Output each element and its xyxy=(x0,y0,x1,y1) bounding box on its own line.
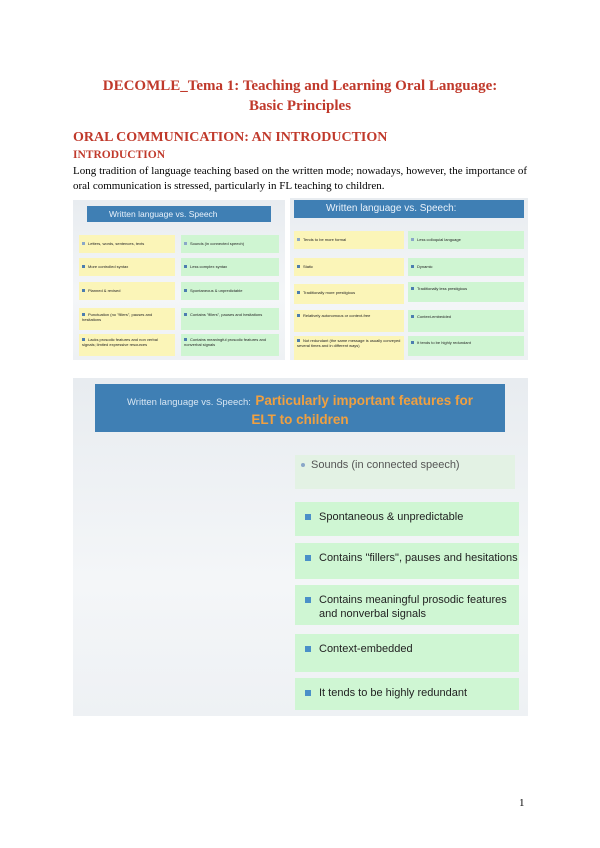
slide-title-small: Written language vs. Speech: xyxy=(127,397,251,408)
slide-right-cell: Sounds (in connected speech) xyxy=(181,235,279,253)
feature-item: Contains meaningful prosodic features and nonverbal signals xyxy=(295,585,519,625)
bullet-icon xyxy=(305,597,311,603)
slide-written-vs-speech-2 xyxy=(290,198,528,360)
bullet-icon xyxy=(305,514,311,520)
feature-sounds: Sounds (in connected speech) xyxy=(295,455,515,489)
slide-left-cell: Tends to be more formal xyxy=(294,231,404,249)
bullet-icon xyxy=(301,463,305,467)
slide-right-cell: Spontaneous & unpredictable xyxy=(181,282,279,300)
bullet-icon xyxy=(305,690,311,696)
feature-item: Context-embedded xyxy=(295,634,519,672)
slide-written-vs-speech-1 xyxy=(73,200,285,360)
feature-item: Contains "fillers", pauses and hesitations xyxy=(295,543,519,579)
slide-important-features xyxy=(73,378,528,716)
subsection-heading: INTRODUCTION xyxy=(73,149,166,161)
slide-right-cell: Traditionally less prestigious xyxy=(408,282,524,302)
slide-title-big-line1: Particularly important features for xyxy=(255,393,473,408)
document-title-line2: Basic Principles xyxy=(248,98,352,114)
slide-right-cell: Less colloquial language xyxy=(408,231,524,249)
feature-item: It tends to be highly redundant xyxy=(295,678,519,710)
slide-left-cell: Traditionally more prestigious xyxy=(294,284,404,304)
document-title-line1: DECOMLE_Tema 1: Teaching and Learning Oral Language: xyxy=(102,78,498,94)
slide-right-cell: Context-embedded xyxy=(408,310,524,332)
slide-left-cell: Relatively autonomous or context-free xyxy=(294,310,404,332)
intro-paragraph: Long tradition of language teaching based on the written mode; nowadays, however, the importance of oral communication is stressed, particularly in FL teaching to children. xyxy=(73,165,527,192)
page-number: 1 xyxy=(519,797,525,809)
bullet-icon xyxy=(305,646,311,652)
slide-title-big-line2: ELT to children xyxy=(251,412,349,427)
slide-left-cell: Not redundant (the same message is usually conveyed several times and in different ways) xyxy=(294,336,404,360)
slide-left-cell: Letters, words, sentences, texts xyxy=(79,235,175,253)
slide-left-cell: Punctuation (no "fillers", pauses and hesitations xyxy=(79,308,175,330)
slide-title-banner: Written language vs. Speech: xyxy=(294,200,524,218)
slide-left-cell: More controlled syntax xyxy=(79,258,175,276)
slide-right-cell: Contains "fillers", pauses and hesitations xyxy=(181,308,279,330)
slide-left-cell: Lacks prosodic features and non verbal signals; limited expressive resources xyxy=(79,334,175,356)
slide-right-cell: Contains meaningful prosodic features and nonverbal signals xyxy=(181,334,279,356)
slide-left-cell: Planned & revised xyxy=(79,282,175,300)
slide-right-cell: Less complex syntax xyxy=(181,258,279,276)
slide-right-cell: Dynamic xyxy=(408,258,524,276)
slide-title-banner: Written language vs. Speech xyxy=(87,206,271,222)
slide-left-cell: Static xyxy=(294,258,404,276)
section-heading: ORAL COMMUNICATION: AN INTRODUCTION xyxy=(73,130,388,145)
slide-right-cell: It tends to be highly redundant xyxy=(408,336,524,356)
bullet-icon xyxy=(305,555,311,561)
slide-title-banner xyxy=(95,384,505,432)
feature-item: Spontaneous & unpredictable xyxy=(295,502,519,536)
